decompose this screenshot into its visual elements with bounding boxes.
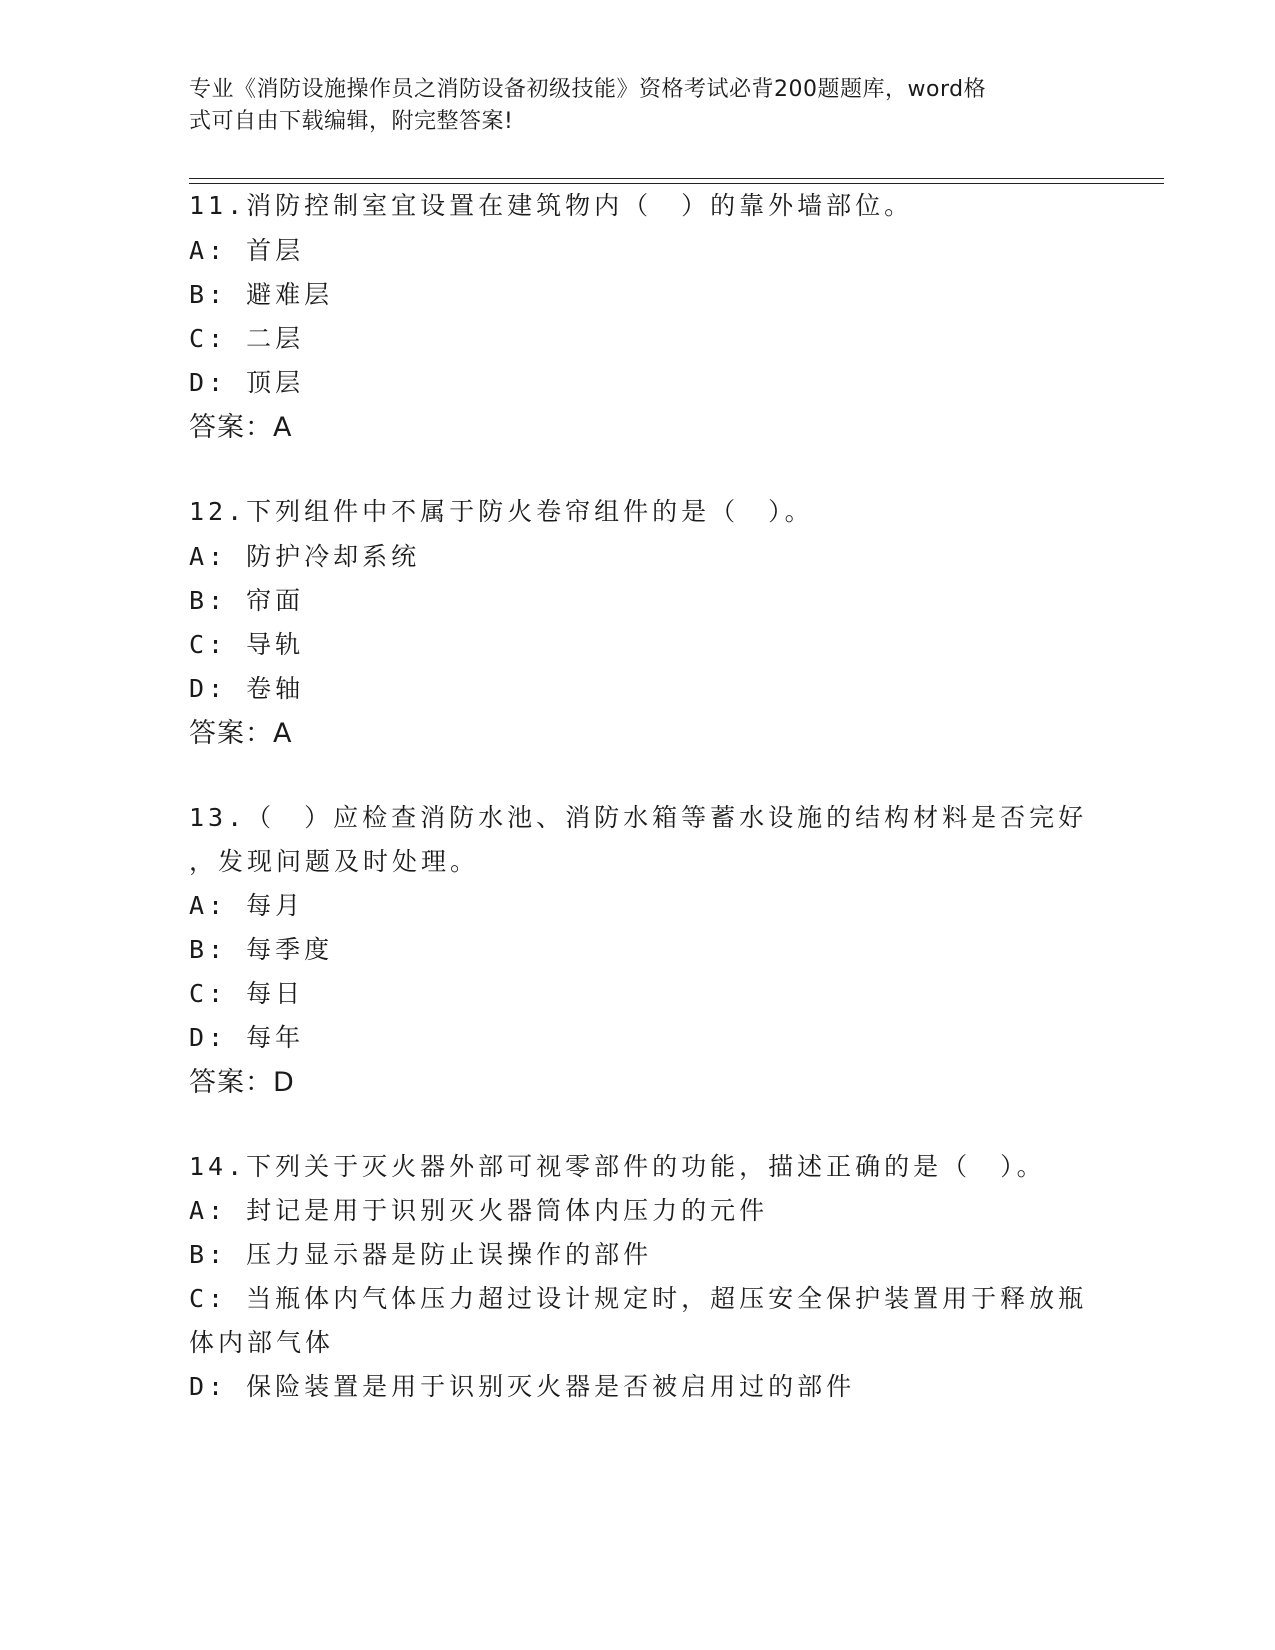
question-13-option-a: A: 每月 — [189, 891, 305, 920]
question-14-option-c-line-1: C: 当瓶体内气体压力超过设计规定时，超压安全保护装置用于释放瓶 — [189, 1284, 1088, 1313]
question-11-answer: 答案：A — [189, 412, 293, 443]
question-12-option-d: D: 卷轴 — [189, 674, 305, 703]
question-12-stem: 12.下列组件中不属于防火卷帘组件的是（ ）。 — [189, 497, 814, 526]
question-11-stem: 11.消防控制室宜设置在建筑物内（ ）的靠外墙部位。 — [189, 191, 914, 220]
header-line-2: 式可自由下载编辑，附完整答案! — [189, 109, 514, 134]
header-divider-bottom — [189, 183, 1164, 184]
document-header — [189, 74, 1079, 138]
question-13-answer: 答案：D — [189, 1067, 295, 1098]
question-14-option-b: B: 压力显示器是防止误操作的部件 — [189, 1240, 653, 1269]
question-12-answer: 答案：A — [189, 718, 293, 749]
question-12-option-c: C: 导轨 — [189, 630, 305, 659]
question-11-option-d: D: 顶层 — [189, 368, 305, 397]
question-12-option-a: A: 防护冷却系统 — [189, 542, 421, 571]
question-14-option-c-line-2: 体内部气体 — [189, 1328, 335, 1357]
question-12-option-b: B: 帘面 — [189, 586, 305, 615]
header-line-1: 专业《消防设施操作员之消防设备初级技能》资格考试必背200题题库，word格 — [189, 77, 987, 102]
question-14-stem: 14.下列关于灭火器外部可视零部件的功能，描述正确的是（ ）。 — [189, 1152, 1046, 1181]
header-divider-top — [189, 178, 1164, 179]
question-11-option-b: B: 避难层 — [189, 280, 334, 309]
question-13-stem-line-1: 13.（ ）应检查消防水池、消防水箱等蓄水设施的结构材料是否完好 — [189, 803, 1088, 832]
question-14-option-a: A: 封记是用于识别灭火器筒体内压力的元件 — [189, 1196, 769, 1225]
question-13-option-c: C: 每日 — [189, 979, 305, 1008]
question-11-option-c: C: 二层 — [189, 324, 305, 353]
question-14-option-d: D: 保险装置是用于识别灭火器是否被启用过的部件 — [189, 1372, 856, 1401]
question-13-option-d: D: 每年 — [189, 1023, 305, 1052]
question-13-option-b: B: 每季度 — [189, 935, 334, 964]
question-13-stem-line-2: ，发现问题及时处理。 — [189, 847, 480, 876]
question-11-option-a: A: 首层 — [189, 236, 305, 265]
